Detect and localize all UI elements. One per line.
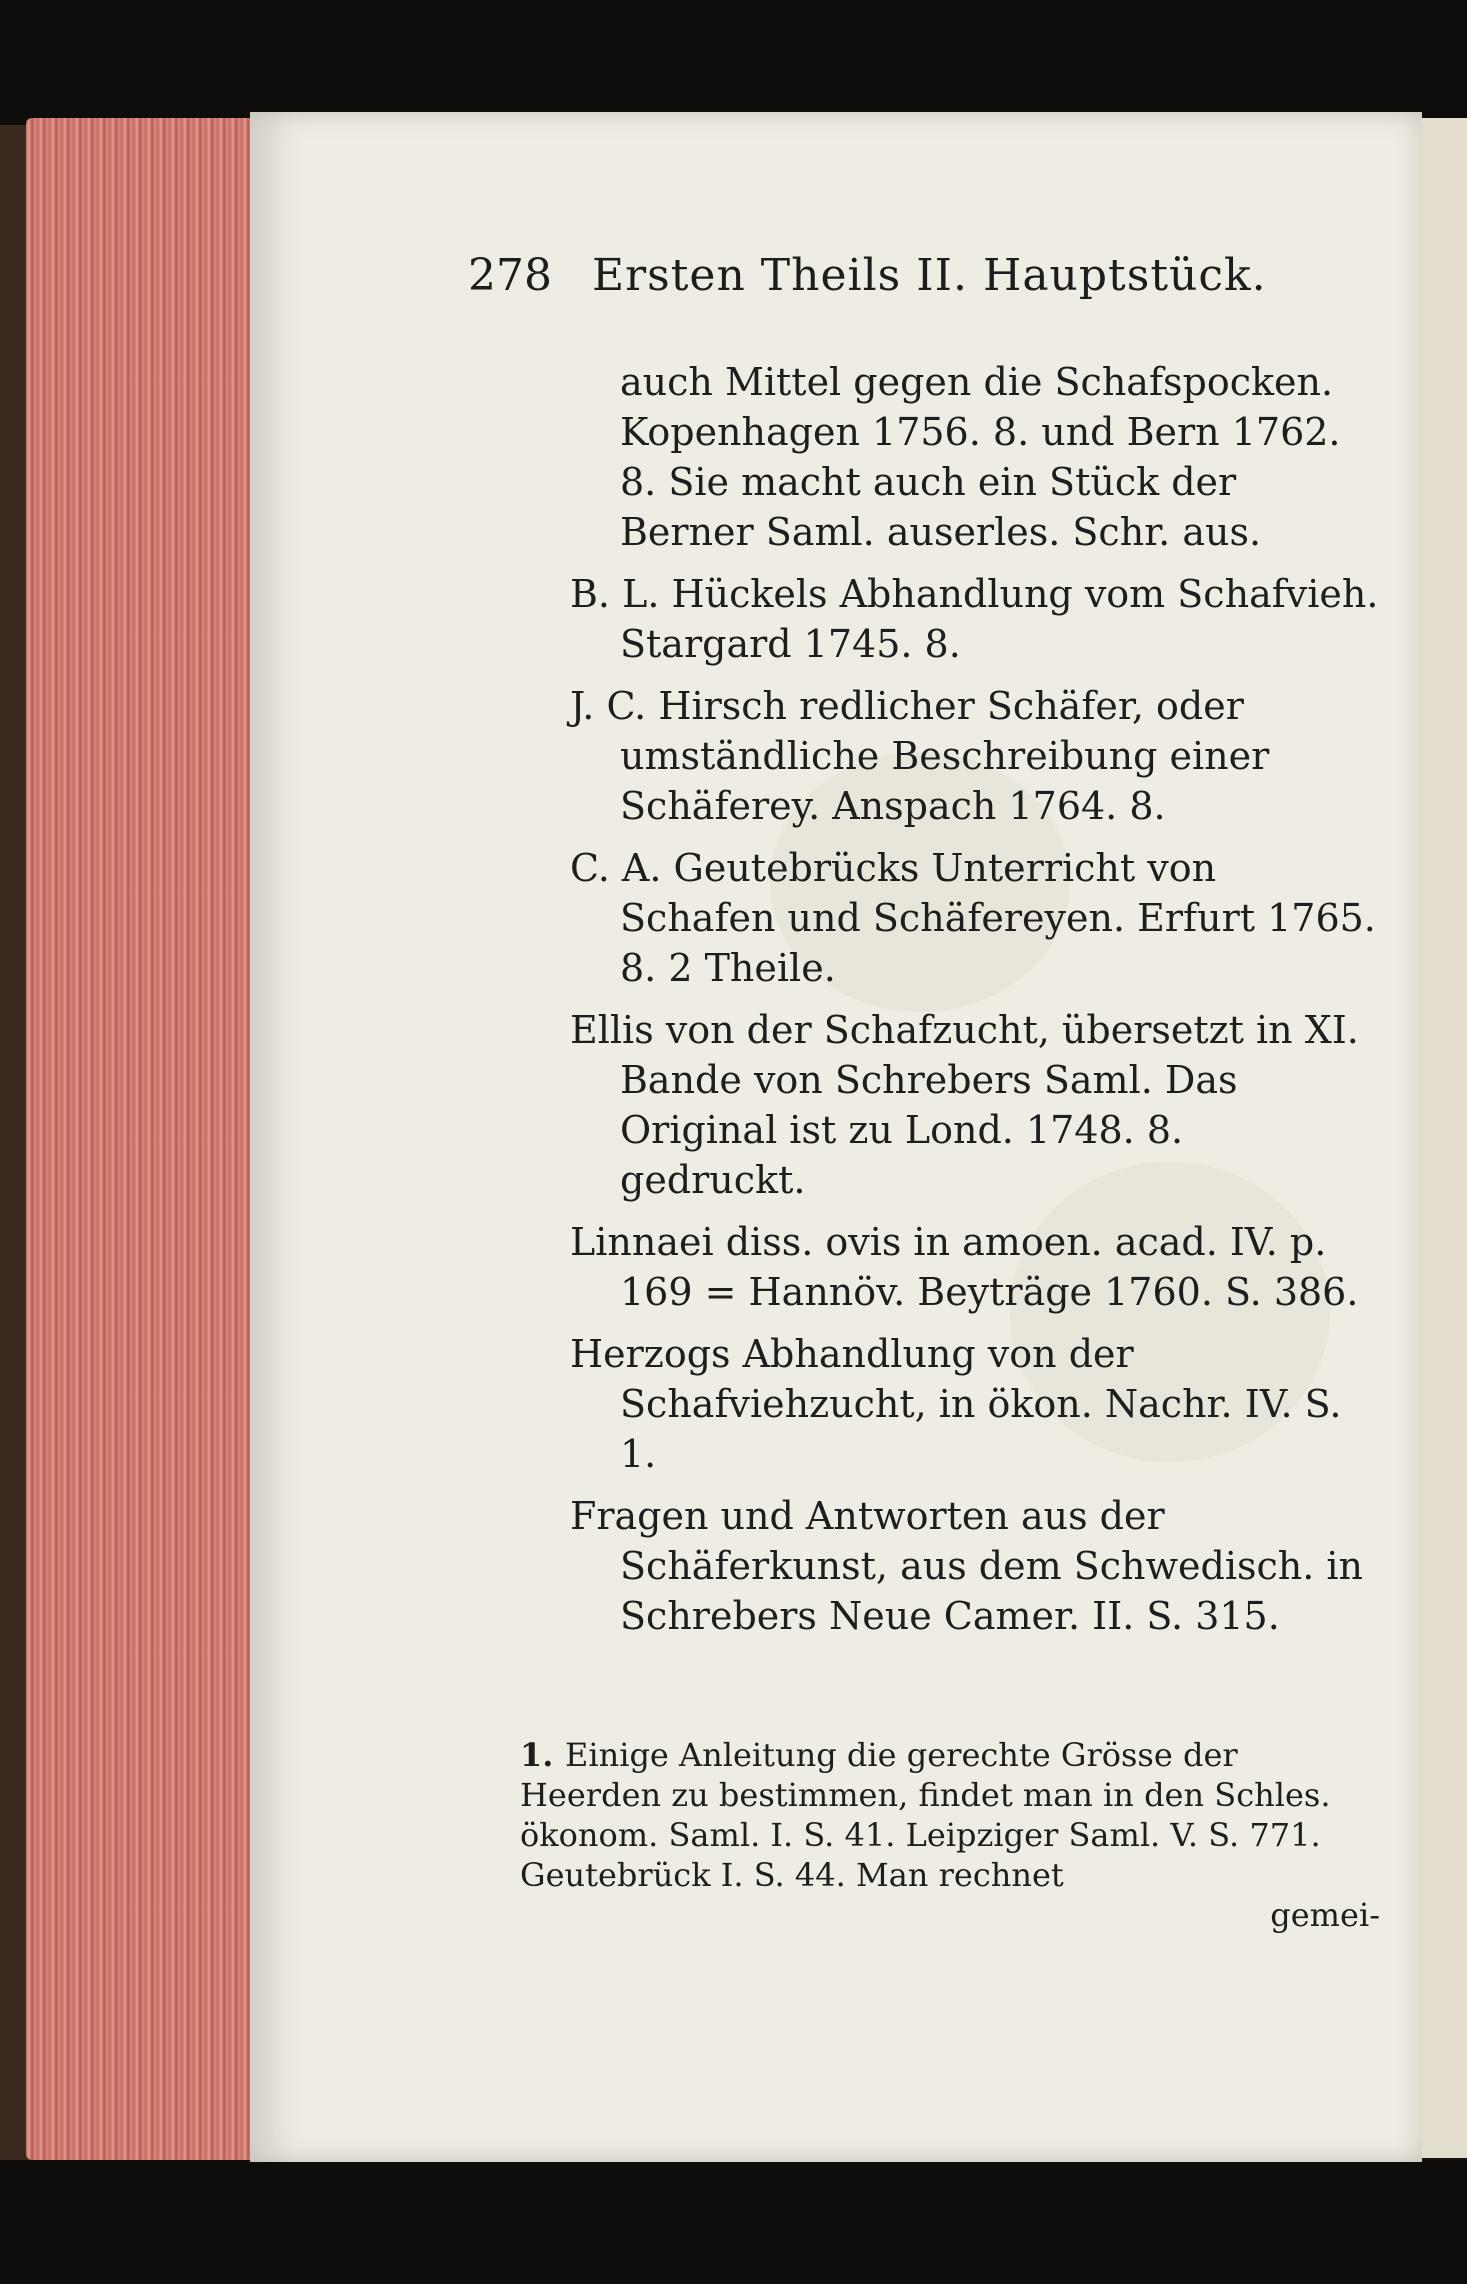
catchword: gemei- (1270, 1896, 1380, 1934)
bibliography-entry: Fragen und Antworten aus der Schäferkunst, aus dem Schwedisch. in Schrebers Neue Camer. II. S. 315. (570, 1494, 1364, 1638)
running-title: Ersten Theils II. Hauptstück. (592, 250, 1267, 301)
page-number: 278 (468, 250, 552, 301)
footnote-text: Einige Anleitung die gerechte Grösse der Heerden zu bestimmen, findet man in den Schles. ökonom. Saml. I. S. 41. Leipziger Saml. V. S. 771. Geutebrück I. S. 44. Man rechnet (520, 1736, 1331, 1894)
bibliography-entry: Ellis von der Schafzucht, übersetzt in XI. Bande von Schrebers Saml. Das Original ist zu Lond. 1748. 8. gedruckt. (570, 1008, 1359, 1202)
page-edges (26, 118, 254, 2160)
bibliography-entry: Linnaei diss. ovis in amoen. acad. IV. p. 169 = Hannöv. Beyträge 1760. S. 386. (570, 1220, 1359, 1314)
footnote-body (520, 1735, 1380, 1895)
bibliography-entry: J. C. Hirsch redlicher Schäfer, oder umständliche Beschreibung einer Schäferey. Anspach 1764. 8. (570, 684, 1270, 828)
bibliography-entry: Herzogs Abhandlung von der Schafviehzucht, in ökon. Nachr. IV. S. 1. (570, 1332, 1342, 1476)
facing-page-edge (1422, 118, 1467, 2158)
footnote (520, 1735, 1380, 1935)
bibliography-entry: auch Mittel gegen die Schafspocken. Kopenhagen 1756. 8. und Bern 1762. 8. Sie macht auch ein Stück der Berner Saml. auserles. Schr. aus. (620, 360, 1341, 554)
backdrop-bottom (0, 2160, 1467, 2284)
running-head (468, 250, 1267, 301)
backdrop-top (0, 0, 1467, 125)
bibliography-list (570, 357, 1380, 1653)
footnote-marker: 1. (520, 1736, 554, 1774)
bibliography-entry: C. A. Geutebrücks Unterricht von Schafen und Schäfereyen. Erfurt 1765. 8. 2 Theile. (570, 846, 1376, 990)
bibliography-entry: B. L. Hückels Abhandlung vom Schafvieh. Stargard 1745. 8. (570, 572, 1379, 666)
